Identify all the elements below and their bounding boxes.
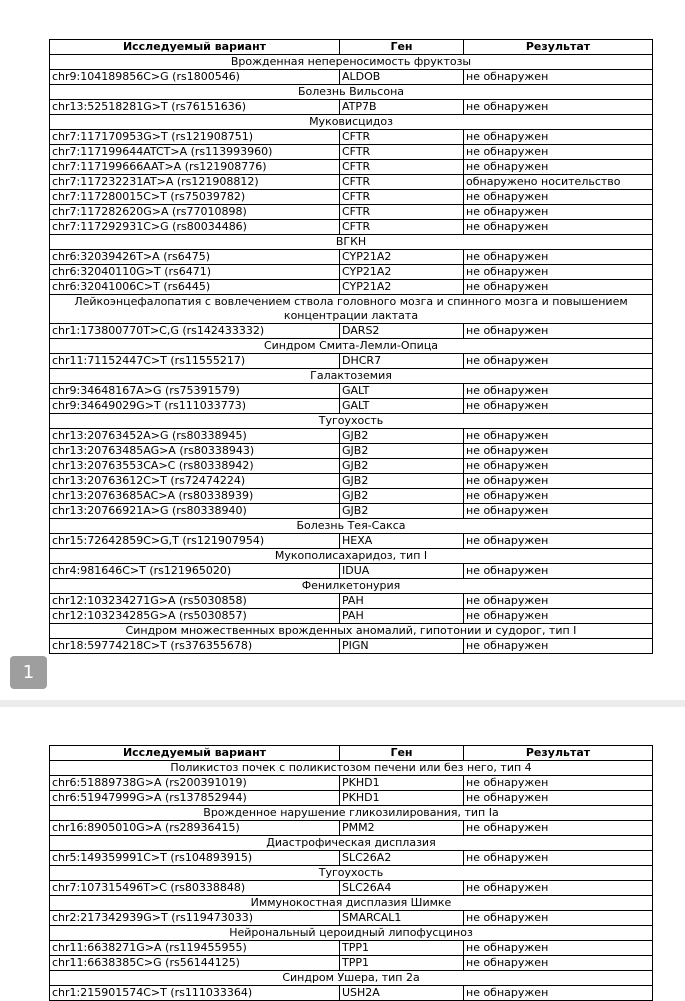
table-row	[50, 160, 653, 175]
section-title: Диастрофическая дисплазия	[50, 836, 653, 851]
result-cell: не обнаружен	[464, 791, 653, 806]
variant-cell: chr12:103234271G>A (rs5030858)	[50, 594, 340, 609]
table-row	[50, 911, 653, 926]
variant-cell: chr2:217342939G>T (rs119473033)	[50, 911, 340, 926]
gene-cell: PAH	[340, 594, 464, 609]
gene-cell: PKHD1	[340, 791, 464, 806]
variant-cell: chr13:20763553CA>C (rs80338942)	[50, 459, 340, 474]
header-variant: Исследуемый вариант	[50, 40, 340, 55]
variant-cell: chr13:20766921A>G (rs80338940)	[50, 504, 340, 519]
table-row	[50, 564, 653, 579]
table-row	[50, 220, 653, 235]
table-header-row	[50, 40, 653, 55]
gene-cell: TPP1	[340, 956, 464, 971]
variant-cell: chr1:173800770T>C,G (rs142433332)	[50, 324, 340, 339]
variants-table-page-1	[49, 39, 653, 654]
section-row	[50, 295, 653, 324]
variant-cell: chr7:117280015C>T (rs75039782)	[50, 190, 340, 205]
variant-cell: chr7:117292931C>G (rs80034486)	[50, 220, 340, 235]
variant-cell: chr9:34648167A>G (rs75391579)	[50, 384, 340, 399]
variant-cell: chr7:117199666AAT>A (rs121908776)	[50, 160, 340, 175]
gene-cell: PAH	[340, 609, 464, 624]
result-cell: не обнаружен	[464, 504, 653, 519]
table-row	[50, 639, 653, 654]
report-page-2	[0, 707, 685, 1000]
result-cell: не обнаружен	[464, 639, 653, 654]
variant-cell: chr7:117232231AT>A (rs121908812)	[50, 175, 340, 190]
table-row	[50, 429, 653, 444]
section-title: Врожденное нарушение гликозилирования, тип Ia	[50, 806, 653, 821]
table-row	[50, 100, 653, 115]
gene-cell: CYP21A2	[340, 280, 464, 295]
section-title: Иммунокостная дисплазия Шимке	[50, 896, 653, 911]
result-cell: не обнаружен	[464, 776, 653, 791]
table-row	[50, 399, 653, 414]
result-cell: не обнаружен	[464, 821, 653, 836]
variant-cell: chr11:6638385C>G (rs56144125)	[50, 956, 340, 971]
section-row	[50, 115, 653, 130]
page-number-badge[interactable]: 1	[10, 656, 47, 689]
table-row	[50, 250, 653, 265]
gene-cell: GALT	[340, 384, 464, 399]
section-row	[50, 55, 653, 70]
variant-cell: chr13:20763612C>T (rs72474224)	[50, 474, 340, 489]
variant-cell: chr18:59774218C>T (rs376355678)	[50, 639, 340, 654]
gene-cell: GJB2	[340, 504, 464, 519]
gene-cell: ATP7B	[340, 100, 464, 115]
table-row	[50, 444, 653, 459]
gene-cell: TPP1	[340, 941, 464, 956]
table-row	[50, 956, 653, 971]
gene-cell: PIGN	[340, 639, 464, 654]
section-title: Синдром Ушера, тип 2а	[50, 971, 653, 986]
section-row	[50, 761, 653, 776]
gene-cell: GJB2	[340, 459, 464, 474]
section-row	[50, 624, 653, 639]
section-row	[50, 926, 653, 941]
result-cell: не обнаружен	[464, 205, 653, 220]
variant-cell: chr4:981646C>T (rs121965020)	[50, 564, 340, 579]
section-row	[50, 806, 653, 821]
result-cell: не обнаружен	[464, 474, 653, 489]
variant-cell: chr6:51947999G>A (rs137852944)	[50, 791, 340, 806]
gene-cell: CFTR	[340, 205, 464, 220]
section-title: Галактоземия	[50, 369, 653, 384]
result-cell: не обнаружен	[464, 956, 653, 971]
gene-cell: ALDOB	[340, 70, 464, 85]
table-row	[50, 205, 653, 220]
table-row	[50, 594, 653, 609]
result-cell: не обнаружен	[464, 399, 653, 414]
gene-cell: CFTR	[340, 175, 464, 190]
variant-cell: chr6:32040110G>T (rs6471)	[50, 265, 340, 280]
section-title: Тугоухость	[50, 414, 653, 429]
table-row	[50, 280, 653, 295]
section-title: Синдром Смита-Лемли-Опица	[50, 339, 653, 354]
gene-cell: GJB2	[340, 474, 464, 489]
result-cell: не обнаружен	[464, 594, 653, 609]
table-row	[50, 70, 653, 85]
section-row	[50, 866, 653, 881]
result-cell: не обнаружен	[464, 444, 653, 459]
variant-cell: chr16:8905010G>A (rs28936415)	[50, 821, 340, 836]
header-variant: Исследуемый вариант	[50, 746, 340, 761]
gene-cell: PMM2	[340, 821, 464, 836]
table-row	[50, 384, 653, 399]
section-title: Врожденная непереносимость фруктозы	[50, 55, 653, 70]
result-cell: не обнаружен	[464, 324, 653, 339]
result-cell: не обнаружен	[464, 851, 653, 866]
table-row	[50, 881, 653, 896]
result-cell: не обнаружен	[464, 160, 653, 175]
table-row	[50, 534, 653, 549]
gene-cell: GJB2	[340, 489, 464, 504]
section-title: Фенилкетонурия	[50, 579, 653, 594]
gene-cell: IDUA	[340, 564, 464, 579]
table-row	[50, 489, 653, 504]
gene-cell: CFTR	[340, 190, 464, 205]
table-row	[50, 776, 653, 791]
result-cell: не обнаружен	[464, 986, 653, 1001]
table-row	[50, 354, 653, 369]
variant-cell: chr5:149359991C>T (rs104893915)	[50, 851, 340, 866]
variant-cell: chr6:32039426T>A (rs6475)	[50, 250, 340, 265]
table-row	[50, 265, 653, 280]
table-row	[50, 821, 653, 836]
variant-cell: chr13:20763685AC>A (rs80338939)	[50, 489, 340, 504]
gene-cell: GJB2	[340, 429, 464, 444]
result-cell: не обнаружен	[464, 70, 653, 85]
variant-cell: chr9:104189856C>G (rs1800546)	[50, 70, 340, 85]
gene-cell: GJB2	[340, 444, 464, 459]
section-title: Лейкоэнцефалопатия с вовлечением ствола головного мозга и спинного мозга и повышением концентрации лактата	[50, 295, 653, 324]
variant-cell: chr6:32041006C>T (rs6445)	[50, 280, 340, 295]
gene-cell: CFTR	[340, 145, 464, 160]
variant-cell: chr9:34649029G>T (rs111033773)	[50, 399, 340, 414]
section-row	[50, 414, 653, 429]
table-row	[50, 609, 653, 624]
section-title: Синдром множественных врожденных аномалий, гипотонии и судорог, тип I	[50, 624, 653, 639]
result-cell: не обнаружен	[464, 280, 653, 295]
variant-cell: chr15:72642859C>G,T (rs121907954)	[50, 534, 340, 549]
result-cell: не обнаружен	[464, 384, 653, 399]
result-cell: не обнаружен	[464, 265, 653, 280]
table-row	[50, 459, 653, 474]
variant-cell: chr11:71152447C>T (rs11555217)	[50, 354, 340, 369]
table-row	[50, 130, 653, 145]
section-title: Нейрональный цероидный липофусциноз	[50, 926, 653, 941]
variant-cell: chr7:117282620G>A (rs77010898)	[50, 205, 340, 220]
result-cell: не обнаружен	[464, 609, 653, 624]
gene-cell: SLC26A2	[340, 851, 464, 866]
variant-cell: chr7:117199644ATCT>A (rs113993960)	[50, 145, 340, 160]
variant-cell: chr1:215901574C>T (rs111033364)	[50, 986, 340, 1001]
section-row	[50, 519, 653, 534]
section-row	[50, 235, 653, 250]
section-title: Тугоухость	[50, 866, 653, 881]
header-gene: Ген	[340, 40, 464, 55]
table-row	[50, 175, 653, 190]
header-gene: Ген	[340, 746, 464, 761]
gene-cell: CFTR	[340, 220, 464, 235]
table-row	[50, 190, 653, 205]
table-row	[50, 474, 653, 489]
variant-cell: chr12:103234285G>A (rs5030857)	[50, 609, 340, 624]
result-cell: не обнаружен	[464, 564, 653, 579]
gene-cell: DARS2	[340, 324, 464, 339]
result-cell: не обнаружен	[464, 250, 653, 265]
page-separator	[0, 700, 685, 707]
variant-cell: chr13:20763485AG>A (rs80338943)	[50, 444, 340, 459]
section-row	[50, 369, 653, 384]
table-row	[50, 145, 653, 160]
section-row	[50, 549, 653, 564]
variant-cell: chr6:51889738G>A (rs200391019)	[50, 776, 340, 791]
section-title: ВГКН	[50, 235, 653, 250]
result-cell: не обнаружен	[464, 489, 653, 504]
section-row	[50, 971, 653, 986]
table-row	[50, 504, 653, 519]
variant-cell: chr11:6638271G>A (rs119455955)	[50, 941, 340, 956]
section-row	[50, 579, 653, 594]
section-title: Муковисцидоз	[50, 115, 653, 130]
gene-cell: DHCR7	[340, 354, 464, 369]
section-title: Болезнь Тея-Сакса	[50, 519, 653, 534]
result-cell: не обнаружен	[464, 354, 653, 369]
table-row	[50, 941, 653, 956]
table-row	[50, 851, 653, 866]
section-row	[50, 896, 653, 911]
variants-table-page-2	[49, 745, 653, 1001]
result-cell: не обнаружен	[464, 534, 653, 549]
header-result: Результат	[464, 40, 653, 55]
variant-cell: chr7:117170953G>T (rs121908751)	[50, 130, 340, 145]
result-cell: не обнаружен	[464, 145, 653, 160]
result-cell: не обнаружен	[464, 220, 653, 235]
gene-cell: CFTR	[340, 130, 464, 145]
result-cell: не обнаружен	[464, 459, 653, 474]
gene-cell: SMARCAL1	[340, 911, 464, 926]
result-cell: не обнаружен	[464, 429, 653, 444]
result-cell: не обнаружен	[464, 941, 653, 956]
gene-cell: USH2A	[340, 986, 464, 1001]
gene-cell: CFTR	[340, 160, 464, 175]
variant-cell: chr13:20763452A>G (rs80338945)	[50, 429, 340, 444]
result-cell: обнаружено носительство	[464, 175, 653, 190]
variant-cell: chr13:52518281G>T (rs76151636)	[50, 100, 340, 115]
gene-cell: GALT	[340, 399, 464, 414]
gene-cell: CYP21A2	[340, 265, 464, 280]
gene-cell: SLC26A4	[340, 881, 464, 896]
gene-cell: PKHD1	[340, 776, 464, 791]
table-row	[50, 324, 653, 339]
result-cell: не обнаружен	[464, 190, 653, 205]
table-row	[50, 791, 653, 806]
header-result: Результат	[464, 746, 653, 761]
result-cell: не обнаружен	[464, 911, 653, 926]
section-row	[50, 85, 653, 100]
result-cell: не обнаружен	[464, 130, 653, 145]
variant-cell: chr7:107315496T>C (rs80338848)	[50, 881, 340, 896]
section-row	[50, 836, 653, 851]
section-title: Поликистоз почек с поликистозом печени или без него, тип 4	[50, 761, 653, 776]
result-cell: не обнаружен	[464, 881, 653, 896]
section-title: Болезнь Вильсона	[50, 85, 653, 100]
table-header-row	[50, 746, 653, 761]
table-row	[50, 986, 653, 1001]
section-title: Мукополисахаридоз, тип I	[50, 549, 653, 564]
gene-cell: HEXA	[340, 534, 464, 549]
result-cell: не обнаружен	[464, 100, 653, 115]
section-row	[50, 339, 653, 354]
gene-cell: CYP21A2	[340, 250, 464, 265]
